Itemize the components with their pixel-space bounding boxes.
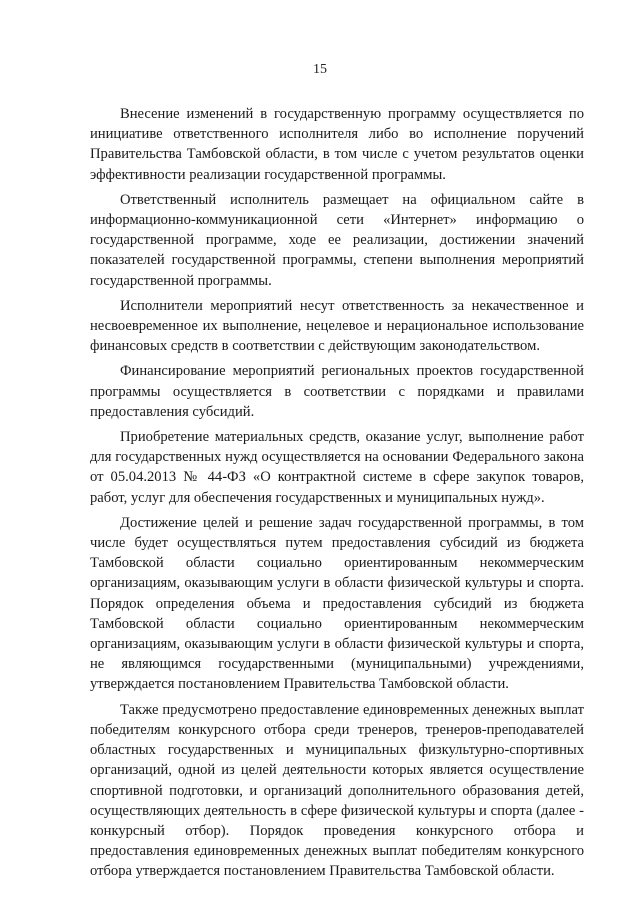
paragraph-program-changes: Внесение изменений в государственную программу осуществляется по инициативе ответственного исполнителя либо во исполнение поручений Правительства Тамбовской области, в том числе с учетом результатов оценки эффективности реализации государственной программы. — [90, 106, 584, 183]
paragraph-regional-projects-funding: Финансирование мероприятий региональных проектов государственной программы осуществляется в соответствии с порядками и правилами предоставления субсидий. — [90, 363, 584, 420]
paragraph-procurement: Приобретение материальных средств, оказание услуг, выполнение работ для государственных нужд осуществляется на основании Федерального закона от 05.04.2013 № 44-ФЗ «О контрактной системе в сфере закупок товаров, работ, услуг для обеспечения государственных и муниципальных нужд». — [90, 429, 584, 506]
paragraph-subsidies: Достижение целей и решение задач государственной программы, в том числе будет осуществляться путем предоставления субсидий из бюджета Тамбовской области социально ориентированным некоммерческим организациям, оказывающим услуги в области физической культуры и спорта. Порядок определения объема и предоставления субсидий из бюджета Тамбовской области социально ориентированным некоммерческим организациям, оказывающим услуги в области физической культуры и спорта, не являющимся государственными (муниципальными) учреждениями, утверждается постановлением Правительства Тамбовской области. — [90, 514, 584, 693]
paragraph-coach-payments: Также предусмотрено предоставление единовременных денежных выплат победителям конкурсного отбора среди тренеров, тренеров-преподавателей областных государственных и муниципальных физкультурно-спортивных организаций, одной из целей деятельности которых является осуществление спортивной подготовки, и организаций дополнительного образования детей, осуществляющих деятельность в сфере физической культуры и спорта (далее - конкурсный отбор). Порядок проведения конкурсного отбора и предоставления единовременных денежных выплат победителям конкурсного отбора утверждается постановлением Правительства Тамбовской области. — [90, 701, 584, 880]
page-number: 15 — [313, 62, 327, 77]
paragraph-website-publication: Ответственный исполнитель размещает на официальном сайте в информационно-коммуникационной сети «Интернет» информацию о государственной программе, ходе ее реализации, достижении значений показателей государственной программы, степени выполнения мероприятий государственной программы. — [90, 191, 584, 289]
document-body — [90, 104, 584, 882]
paragraph-responsibility: Исполнители мероприятий несут ответственность за некачественное и несвоевременное их выполнение, нецелевое и нерациональное использование финансовых средств в соответствии с действующим законодательством. — [90, 297, 584, 355]
